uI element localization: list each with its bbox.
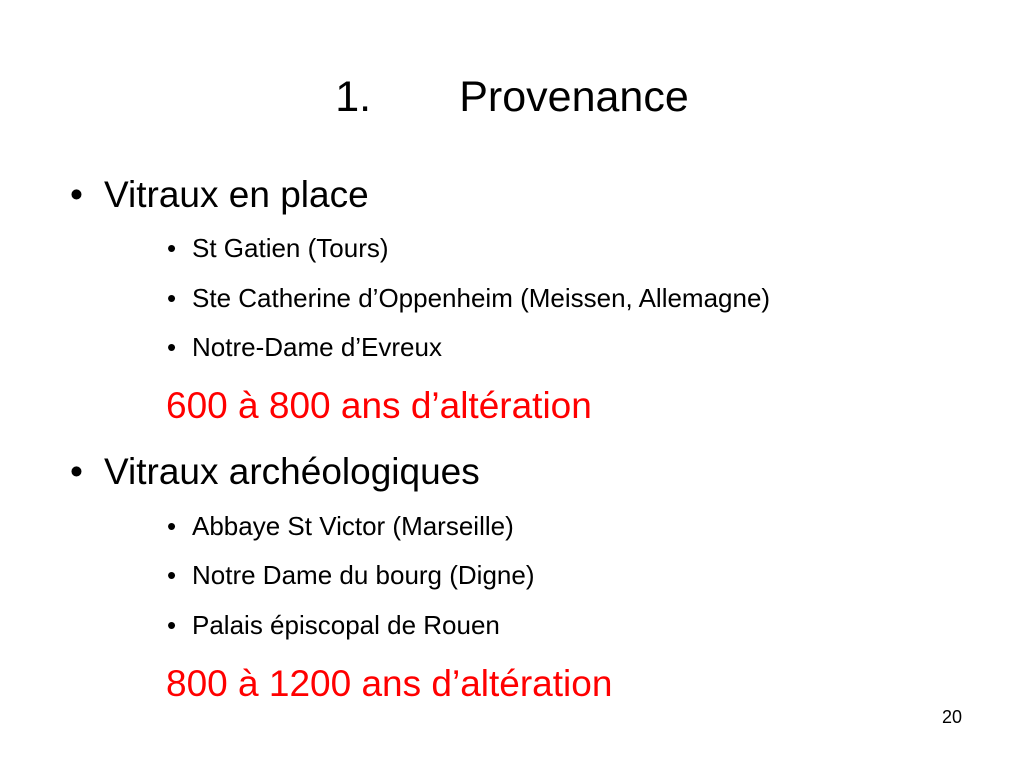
bullet-icon: • <box>167 332 177 362</box>
list-item <box>167 609 500 641</box>
bullet-icon: • <box>167 233 177 263</box>
list-item <box>167 559 535 591</box>
bullet-icon: • <box>167 560 177 590</box>
list-item-label: Abbaye St Victor (Marseille) <box>192 511 514 541</box>
alteration-note: 600 à 800 ans d’altération <box>166 385 592 426</box>
alteration-note: 800 à 1200 ans d’altération <box>166 663 613 704</box>
list-item-label: Notre Dame du bourg (Digne) <box>192 560 535 590</box>
section-heading-vitraux-en-place <box>70 173 369 217</box>
bullet-icon: • <box>70 451 83 492</box>
section-heading-vitraux-archeologiques <box>70 450 480 494</box>
title-text: Provenance <box>459 73 689 121</box>
list-item-label: Notre-Dame d’Evreux <box>192 332 442 362</box>
list-item-label: Palais épiscopal de Rouen <box>192 610 500 640</box>
list-item <box>167 510 514 542</box>
list-item-label: St Gatien (Tours) <box>192 233 389 263</box>
list-item <box>167 232 389 264</box>
list-item <box>167 282 770 314</box>
section-heading-label: Vitraux en place <box>104 174 369 215</box>
slide-title <box>0 70 1024 124</box>
section-heading-label: Vitraux archéologiques <box>104 451 480 492</box>
list-item <box>167 331 442 363</box>
title-number: 1. <box>335 73 372 121</box>
bullet-icon: • <box>167 283 177 313</box>
page-number: 20 <box>941 707 962 727</box>
bullet-icon: • <box>167 610 177 640</box>
bullet-icon: • <box>167 511 177 541</box>
list-item-label: Ste Catherine d’Oppenheim (Meissen, Allemagne) <box>192 283 771 313</box>
bullet-icon: • <box>70 174 83 215</box>
